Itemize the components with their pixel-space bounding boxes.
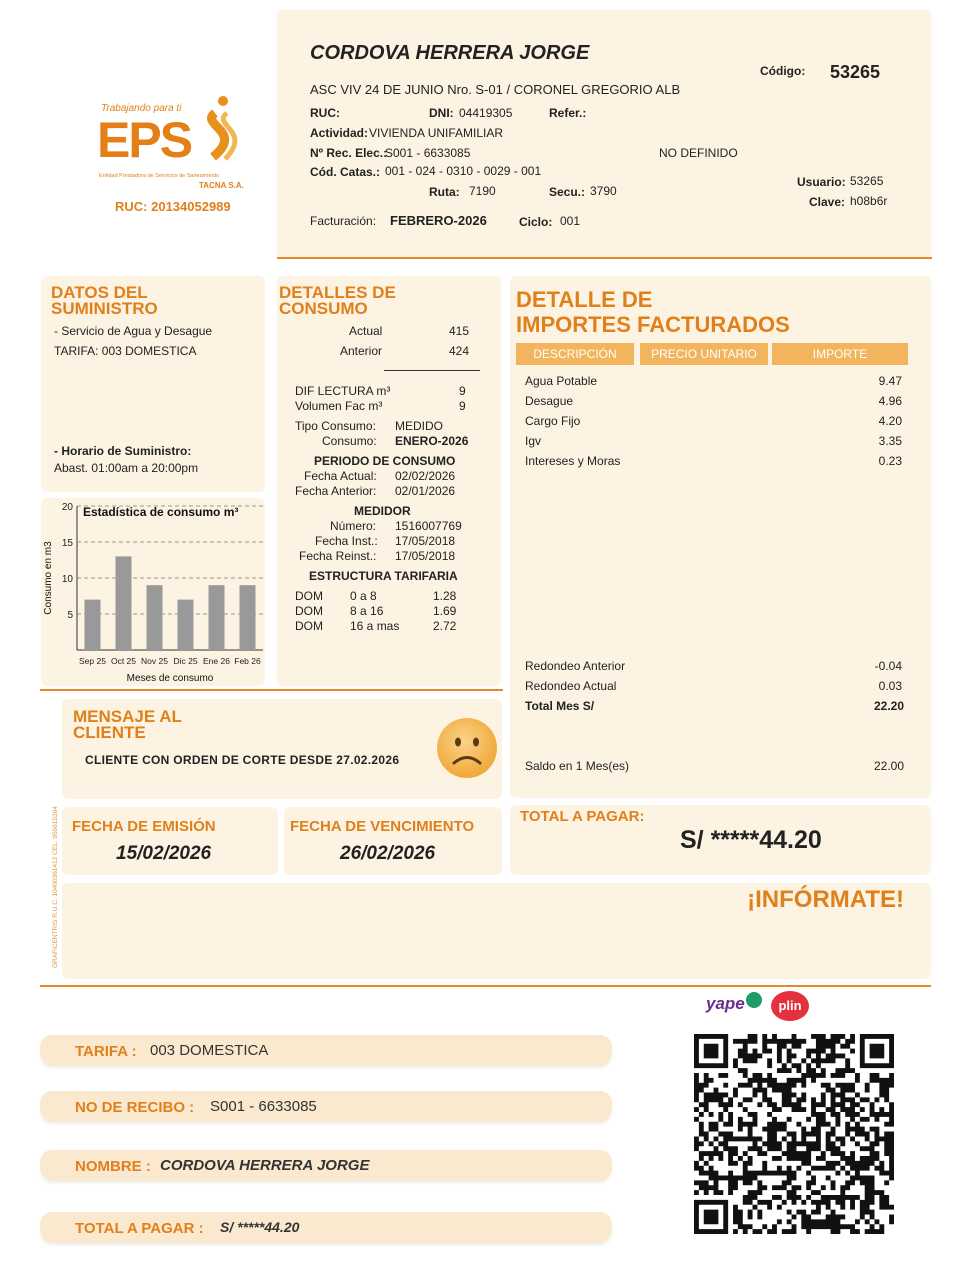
tarifa-row-3-range: 16 a mas — [350, 619, 400, 633]
item-2-amount: 4.96 — [878, 394, 902, 408]
bar — [116, 556, 132, 650]
consumo-title-1: DETALLES DE — [279, 283, 396, 302]
strip-recibo-label: NO DE RECIBO : — [75, 1099, 195, 1116]
strip-tarifa-value: 003 DOMESTICA — [150, 1042, 269, 1059]
consumo-title-2: CONSUMO — [279, 299, 368, 318]
x-axis-label: Meses de consumo — [126, 673, 214, 684]
item-1-desc: Agua Potable — [525, 374, 598, 388]
tipo-value: MEDIDO — [395, 419, 443, 433]
x-tick-label: Feb 26 — [234, 656, 261, 666]
bottom-divider — [40, 985, 931, 987]
fecha-actual-label: Fecha Actual: — [304, 469, 377, 483]
catas-value: 001 - 024 - 0310 - 0029 - 001 — [385, 164, 542, 178]
item-1-amount: 9.47 — [878, 374, 902, 388]
periodo-title: PERIODO DE CONSUMO — [314, 454, 456, 468]
numero-value: 1516007769 — [395, 519, 462, 533]
mensaje-title-2: CLIENTE — [73, 723, 146, 742]
importes-title-1: DETALLE DE — [516, 287, 653, 312]
logo-slogan: Trabajando para ti — [101, 103, 182, 114]
saldo-label: Saldo en 1 Mes(es) — [525, 759, 630, 773]
redondeo-ant-value: -0.04 — [874, 659, 902, 673]
strip-nombre — [40, 1150, 612, 1180]
ciclo-label: Ciclo: — [519, 215, 553, 229]
redondeo-act-label: Redondeo Actual — [525, 679, 617, 693]
suministro-title — [51, 285, 158, 317]
dif-label: DIF LECTURA m³ — [295, 384, 391, 398]
bar — [147, 585, 163, 650]
horario-label: - Horario de Suministro: — [54, 444, 192, 458]
vencimiento-value: 26/02/2026 — [340, 843, 436, 864]
col-header-importe: IMPORTE — [772, 343, 908, 365]
cons-label: Consumo: — [322, 434, 377, 448]
plin-logo — [771, 991, 809, 1021]
total-label: TOTAL A PAGAR: — [520, 808, 645, 825]
clave-value: h08b6r — [850, 194, 888, 208]
bar — [240, 585, 256, 650]
item-4-amount: 3.35 — [878, 434, 902, 448]
strip-recibo-value: S001 - 6633085 — [210, 1098, 317, 1115]
clave-label: Clave: — [809, 195, 846, 209]
strip-tarifa-label: TARIFA : — [75, 1043, 137, 1060]
qr-code[interactable] — [694, 1034, 894, 1234]
y-tick-label: 10 — [61, 574, 73, 585]
rec-elec-label: Nº Rec. Elec.: — [310, 146, 388, 160]
company-logo — [95, 95, 265, 215]
ruta-value: 7190 — [469, 184, 496, 198]
bar — [85, 600, 101, 650]
vol-label: Volumen Fac m³ — [295, 399, 383, 413]
logo-ruc: RUC: 20134052989 — [115, 199, 231, 214]
consumption-chart — [41, 498, 265, 688]
x-tick-label: Sep 25 — [79, 656, 106, 666]
col-header-precio: PRECIO UNITARIO — [640, 343, 768, 365]
bar — [178, 600, 194, 650]
suministro-title-2: SUMINISTRO — [51, 299, 158, 318]
medidor-title: MEDIDOR — [354, 504, 411, 518]
yape-badge-icon — [746, 992, 762, 1008]
numero-label: Número: — [330, 519, 377, 533]
no-definido: NO DEFINIDO — [659, 146, 738, 160]
importes-title — [516, 287, 790, 337]
logo-text: EPS — [97, 112, 192, 168]
mensaje-text: CLIENTE CON ORDEN DE CORTE DESDE 27.02.2026 — [85, 753, 400, 767]
mensaje-title-1: MENSAJE AL — [73, 707, 182, 726]
ciclo-value: 001 — [560, 214, 581, 228]
dif-value: 9 — [459, 384, 466, 398]
item-3-amount: 4.20 — [878, 414, 902, 428]
bar — [209, 585, 225, 650]
vencimiento-label: FECHA DE VENCIMIENTO — [290, 818, 475, 835]
y-tick-label: 20 — [61, 502, 73, 513]
strip-total-label: TOTAL A PAGAR : — [75, 1220, 204, 1237]
anterior-value: 424 — [449, 344, 470, 358]
logo-wave-icon — [193, 95, 253, 167]
x-tick-label: Dic 25 — [173, 656, 198, 666]
tipo-label: Tipo Consumo: — [295, 419, 376, 433]
servicio-text: - Servicio de Agua y Desague — [54, 324, 213, 338]
sad-face-icon — [435, 716, 499, 780]
secu-label: Secu.: — [549, 185, 586, 199]
y-tick-label: 15 — [61, 538, 73, 549]
dni-value: 04419305 — [459, 106, 513, 120]
inst-value: 17/05/2018 — [395, 534, 456, 548]
fecha-anterior-value: 02/01/2026 — [395, 484, 456, 498]
rec-elec-value: S001 - 6633085 — [385, 146, 471, 160]
strip-nombre-label: NOMBRE : — [75, 1158, 151, 1175]
consumo-title — [279, 285, 396, 317]
strip-tarifa — [40, 1035, 612, 1065]
informate-title: ¡INFÓRMATE! — [747, 886, 904, 913]
item-2-desc: Desague — [525, 394, 574, 408]
total-mes-value: 22.20 — [873, 699, 904, 713]
customer-address: ASC VIV 24 DE JUNIO Nro. S-01 / CORONEL GREGORIO ALB — [310, 82, 681, 97]
suministro-title-1: DATOS DEL — [51, 283, 148, 302]
reinst-value: 17/05/2018 — [395, 549, 456, 563]
activity-label: Actividad: — [310, 126, 369, 140]
x-tick-label: Oct 25 — [110, 656, 137, 666]
tarifa-row-2-range: 8 a 16 — [350, 604, 384, 618]
actual-value: 415 — [449, 324, 470, 338]
fecha-anterior-label: Fecha Anterior: — [295, 484, 377, 498]
estructura-title: ESTRUCTURA TARIFARIA — [309, 569, 458, 583]
emision-value: 15/02/2026 — [116, 843, 212, 864]
vol-value: 9 — [459, 399, 466, 413]
redondeo-ant-label: Redondeo Anterior — [525, 659, 626, 673]
codigo-label: Código: — [760, 64, 806, 78]
item-3-desc: Cargo Fijo — [525, 414, 581, 428]
customer-name: CORDOVA HERRERA JORGE — [310, 42, 590, 64]
anterior-label: Anterior — [340, 344, 383, 358]
saldo-value: 22.00 — [873, 759, 904, 773]
mensaje-title — [73, 709, 182, 741]
strip-nombre-value: CORDOVA HERRERA JORGE — [160, 1157, 370, 1174]
tarifa-row-2-price: 1.69 — [433, 604, 457, 618]
middle-divider — [40, 689, 503, 691]
ruc-label: RUC: — [310, 106, 340, 120]
chart-title: Estadística de consumo m³ — [83, 505, 239, 519]
secu-value: 3790 — [590, 184, 617, 198]
catas-label: Cód. Catas.: — [310, 165, 381, 179]
y-tick-label: 5 — [67, 610, 73, 621]
tarifa-row-1-price: 1.28 — [433, 589, 457, 603]
usuario-value: 53265 — [850, 174, 884, 188]
fecha-actual-value: 02/02/2026 — [395, 469, 456, 483]
total-mes-label: Total Mes S/ — [525, 699, 595, 713]
strip-total — [40, 1212, 612, 1242]
reading-divider — [384, 370, 480, 371]
cons-value: ENERO-2026 — [395, 434, 469, 448]
emision-label: FECHA DE EMISIÓN — [72, 818, 216, 835]
dni-label: DNI: — [429, 106, 454, 120]
tarifa-text: TARIFA: 003 DOMESTICA — [54, 344, 197, 358]
tarifa-row-3-cat: DOM — [295, 619, 323, 633]
ruta-label: Ruta: — [429, 185, 460, 199]
item-5-amount: 0.23 — [878, 454, 902, 468]
redondeo-act-value: 0.03 — [878, 679, 902, 693]
actual-label: Actual — [349, 324, 383, 338]
codigo-value: 53265 — [830, 62, 881, 82]
qr-modules — [694, 1034, 894, 1234]
facturacion-label: Facturación: — [310, 214, 377, 228]
tarifa-row-2-cat: DOM — [295, 604, 323, 618]
facturacion-value: FEBRERO-2026 — [390, 213, 487, 228]
yape-logo: yape — [706, 994, 745, 1013]
strip-total-value: S/ *****44.20 — [220, 1219, 300, 1235]
header-divider — [277, 257, 932, 259]
x-tick-label: Ene 26 — [203, 656, 230, 666]
logo-city: TACNA S.A. — [199, 181, 244, 190]
strip-recibo — [40, 1091, 612, 1121]
usuario-label: Usuario: — [797, 175, 846, 189]
item-5-desc: Intereses y Moras — [525, 454, 621, 468]
tarifa-row-1-cat: DOM — [295, 589, 323, 603]
horario-value: Abast. 01:00am a 20:00pm — [54, 461, 199, 475]
tarifa-row-3-price: 2.72 — [433, 619, 457, 633]
y-axis-label: Consumo en m3 — [43, 541, 54, 615]
reinst-label: Fecha Reinst.: — [299, 549, 377, 563]
refer-label: Refer.: — [549, 106, 587, 120]
item-4-desc: Igv — [525, 434, 542, 448]
plin-text: plin — [778, 998, 802, 1013]
logo-subtitle: Entidad Prestadora de Servicios de Saneamiento — [99, 173, 220, 179]
total-value: S/ *****44.20 — [680, 826, 822, 854]
col-header-descripcion: DESCRIPCIÓN — [516, 343, 634, 365]
tarifa-row-1-range: 0 a 8 — [350, 589, 377, 603]
side-vertical-text: GRAFICENTRIS R.U.C. 10400361412 CEL. 956615364 — [52, 806, 59, 968]
importes-title-2: IMPORTES FACTURADOS — [516, 312, 790, 337]
x-tick-label: Nov 25 — [141, 656, 168, 666]
activity-value: VIVIENDA UNIFAMILIAR — [369, 126, 504, 140]
inst-label: Fecha Inst.: — [315, 534, 378, 548]
